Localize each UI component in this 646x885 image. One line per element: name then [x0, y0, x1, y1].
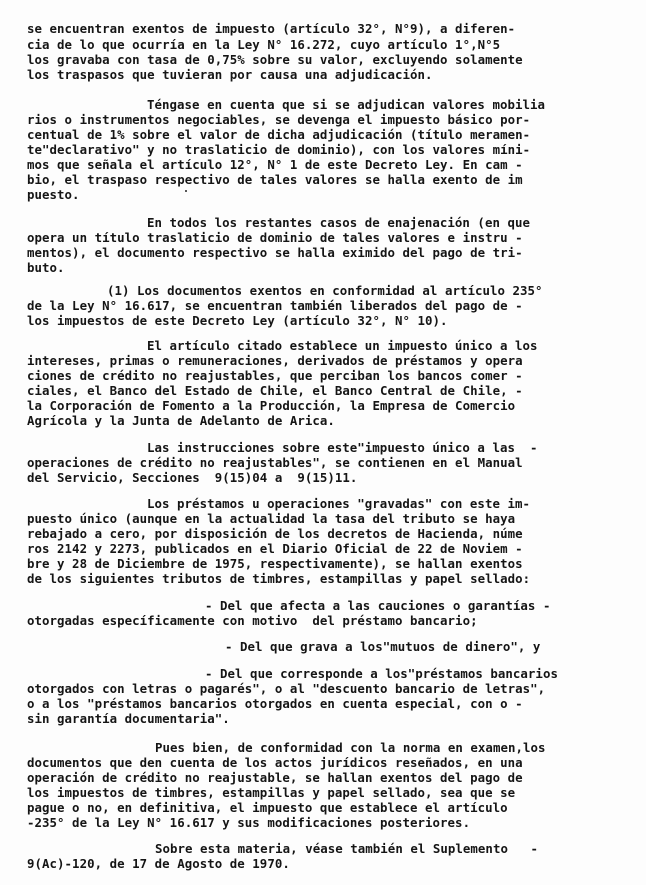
- text-line: Las instrucciones sobre este"impuesto único a las -: [147, 440, 538, 455]
- text-line: opera un título traslaticio de dominio de tales valores e instru -: [27, 230, 523, 245]
- text-line: ros 2142 y 2273, publicados en el Diario Oficial de 22 de Noviem -: [27, 541, 523, 556]
- text-line: ciones de crédito no reajustables, que perciban los bancos comer -: [27, 368, 523, 383]
- text-line: rios o instrumentos negociables, se devenga el impuesto básico por-: [27, 112, 531, 127]
- text-line: o a los "préstamos bancarios otorgados en cuenta especial, con o -: [27, 696, 523, 711]
- text-line: -235° de la Ley N° 16.617 y sus modificaciones posteriores.: [27, 815, 471, 830]
- text-line: Pues bien, de conformidad con la norma en examen,los: [155, 740, 546, 755]
- text-line: documentos que den cuenta de los actos jurídicos reseñados, en una: [27, 755, 523, 770]
- text-line: - Del que afecta a las cauciones o garantías -: [205, 598, 551, 613]
- text-line: 9(Ac)-120, de 17 de Agosto de 1970.: [27, 856, 290, 871]
- text-line: Téngase en cuenta que si se adjudican valores mobilia: [147, 97, 546, 112]
- text-line: los impuestos de timbres, estampillas y papel sellado, sea que se: [27, 785, 516, 800]
- text-line: buto.: [27, 260, 65, 275]
- text-line: puesto.: [27, 187, 80, 202]
- text-line: bio, el traspaso respectivo de tales valores se halla exento de im: [27, 172, 523, 187]
- text-line: bre y 28 de Diciembre de 1975, respectivamente), se hallan exentos: [27, 556, 523, 571]
- text-line: te"declarativo" y no traslaticio de dominio), con los valores míni-: [27, 142, 531, 157]
- text-line: Sobre esta materia, véase también el Suplemento -: [155, 841, 538, 856]
- text-line: pague o no, en definitiva, el impuesto que establece el artículo: [27, 800, 508, 815]
- ink-speck: [185, 190, 187, 192]
- text-line: intereses, primas o remuneraciones, derivados de préstamos y opera: [27, 353, 523, 368]
- text-line: de los siguientes tributos de timbres, estampillas y papel sellado:: [27, 571, 531, 586]
- text-line: El artículo citado establece un impuesto único a los: [147, 338, 538, 353]
- text-line: centual de 1% sobre el valor de dicha adjudicación (título meramen-: [27, 127, 531, 142]
- text-line: mentos), el documento respectivo se halla eximido del pago de tri-: [27, 245, 523, 260]
- text-line: Los préstamos u operaciones "gravadas" con este im-: [147, 496, 530, 511]
- text-line: puesto único (aunque en la actualidad la tasa del tributo se haya: [27, 511, 516, 526]
- text-line: - Del que corresponde a los"préstamos bancarios: [205, 666, 558, 681]
- text-line: - Del que grava a los"mutuos de dinero", y: [225, 639, 541, 654]
- text-line: de la Ley N° 16.617, se encuentran también liberados del pago de -: [27, 298, 523, 313]
- text-line: mos que señala el artículo 12°, N° 1 de este Decreto Ley. En cam -: [27, 157, 523, 172]
- text-line: (1) Los documentos exentos en conformidad al artículo 235°: [107, 283, 543, 298]
- text-line: En todos los restantes casos de enajenación (en que: [147, 215, 530, 230]
- text-line: cia de lo que ocurría en la Ley N° 16.272, cuyo artículo 1°,N°5: [27, 37, 501, 52]
- text-line: operaciones de crédito no reajustables", se contienen en el Manual: [27, 455, 523, 470]
- text-line: otorgadas específicamente con motivo del préstamo bancario;: [27, 613, 478, 628]
- text-line: Agrícola y la Junta de Adelanto de Arica.: [27, 413, 335, 428]
- text-line: del Servicio, Secciones 9(15)04 a 9(15)11.: [27, 470, 358, 485]
- text-line: se encuentran exentos de impuesto (artículo 32°, N°9), a diferen-: [27, 21, 516, 36]
- text-line: operación de crédito no reajustable, se hallan exentos del pago de: [27, 770, 523, 785]
- text-line: rebajado a cero, por disposición de los decretos de Hacienda, núme: [27, 526, 523, 541]
- text-line: los traspasos que tuvieran por causa una adjudicación.: [27, 67, 433, 82]
- text-line: ciales, el Banco del Estado de Chile, el Banco Central de Chile, -: [27, 383, 523, 398]
- text-line: la Corporación de Fomento a la Producción, la Empresa de Comercio: [27, 398, 516, 413]
- text-line: sin garantía documentaria".: [27, 711, 230, 726]
- text-line: otorgados con letras o pagarés", o al "descuento bancario de letras",: [27, 681, 546, 696]
- text-line: los gravaba con tasa de 0,75% sobre su valor, excluyendo solamente: [27, 52, 523, 67]
- text-line: los impuestos de este Decreto Ley (artículo 32°, N° 10).: [27, 313, 448, 328]
